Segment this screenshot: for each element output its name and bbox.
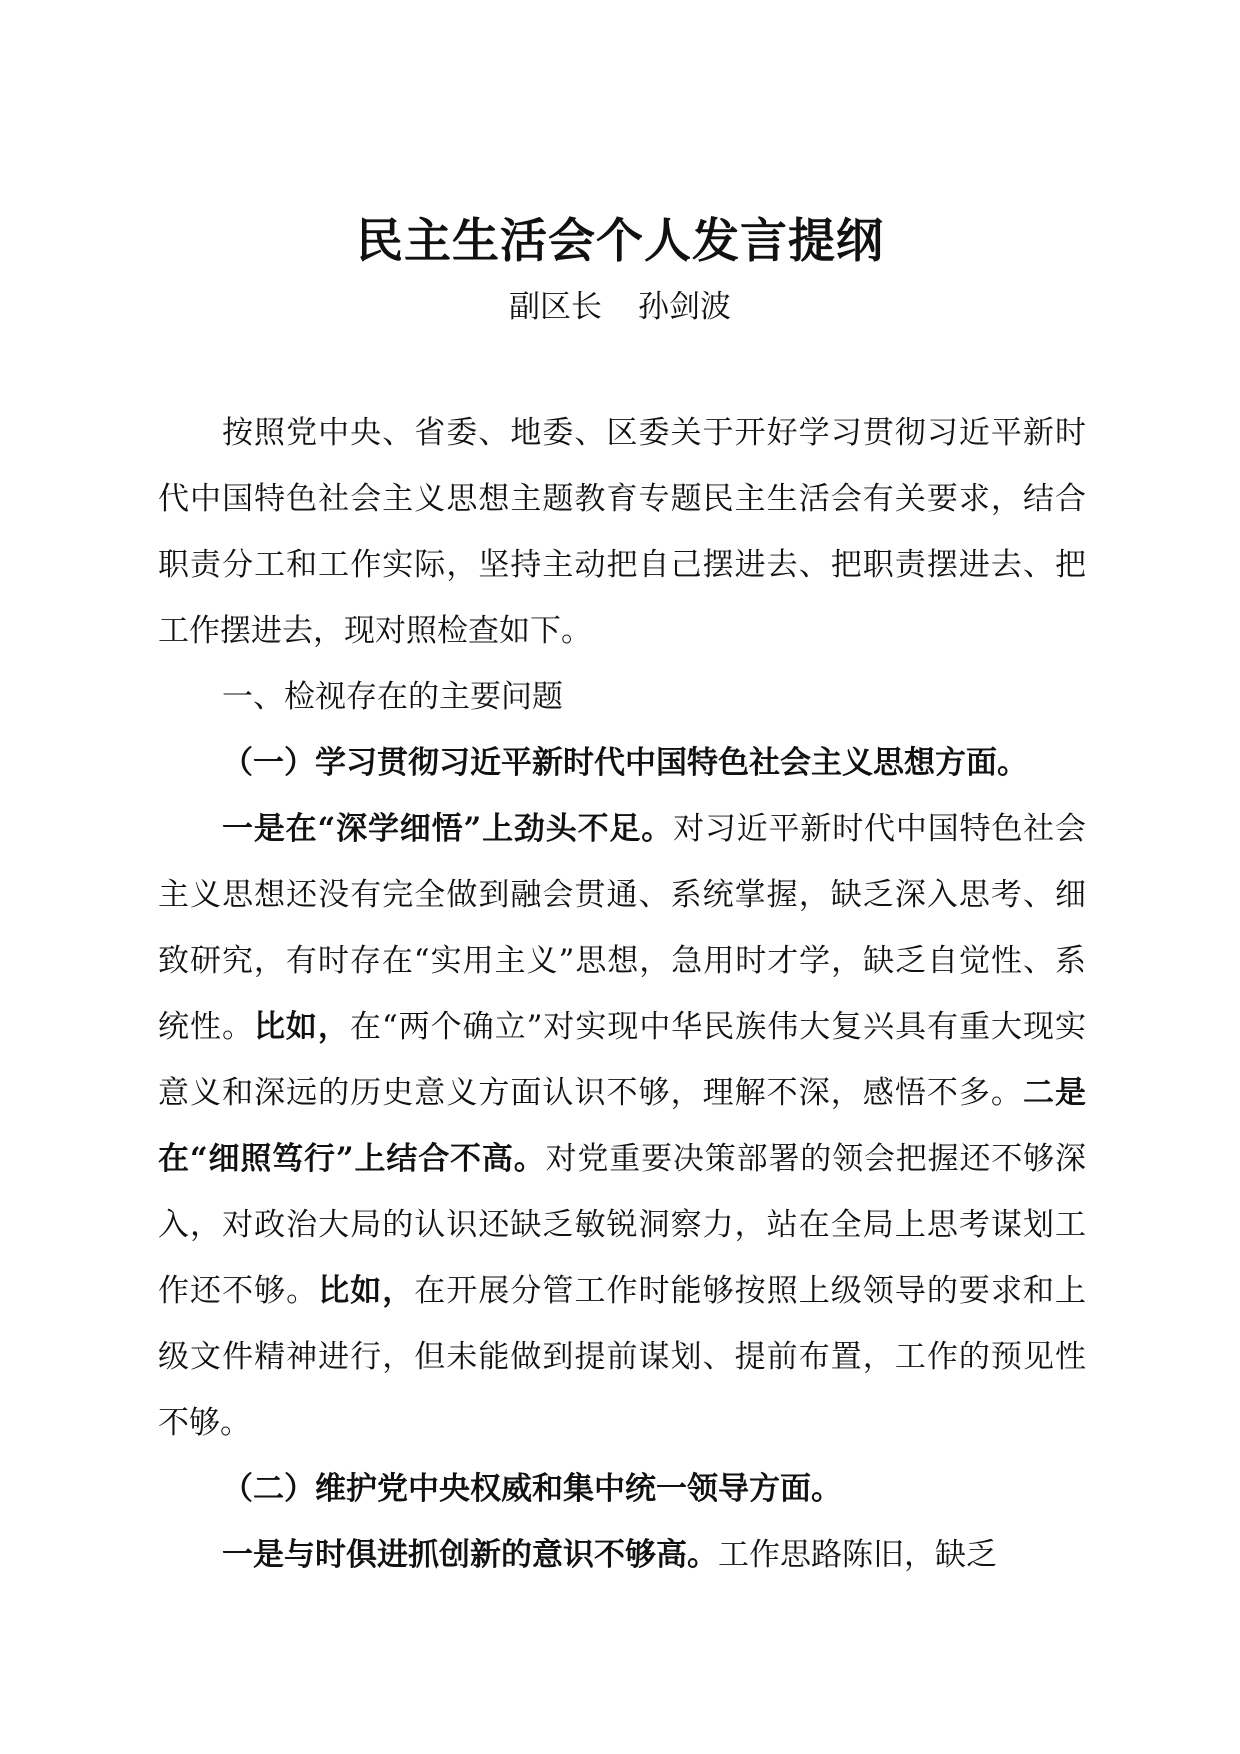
paragraph-text: 对党重要决策部署的领会把握还不够深入，对政治大局的认识还缺乏敏锐洞察力，站在全局上思考谋划工作还不够。 — [158, 1141, 1086, 1309]
paragraph-lead: 二是在“细照笃行”上结合不高。 — [158, 1075, 1087, 1177]
paragraph-text: 工作思路陈旧，缺乏 — [718, 1537, 997, 1573]
document-body — [158, 400, 1086, 1588]
subsection-heading: （一）学习贯彻习近平新时代中国特色社会主义思想方面。 — [222, 745, 1028, 781]
example-label: 比如， — [318, 1273, 415, 1309]
subsection-heading: （二）维护党中央权威和集中统一领导方面。 — [222, 1471, 842, 1507]
paragraph-text: 对习近平新时代中国特色社会主义思想还没有完全做到融会贯通、系统掌握，缺乏深入思考、细致研究，有时存在“实用主义”思想，急用时才学，缺乏自觉性、系统性。 — [158, 811, 1087, 1045]
paragraph-text: 在开展分管工作时能够按照上级领导的要求和上级文件精神进行，但未能做到提前谋划、提前布置，工作的预见性不够。 — [158, 1273, 1087, 1441]
paragraph-lead: 一是与时俱进抓创新的意识不够高。 — [222, 1537, 718, 1573]
author-role: 副区长 — [509, 289, 602, 325]
example-label: 比如， — [253, 1009, 350, 1045]
paragraph-text: 在“两个确立”对实现中华民族伟大复兴具有重大现实意义和深远的历史意义方面认识不够，理解不深，感悟不多。 — [158, 1009, 1087, 1111]
author-byline — [0, 282, 1240, 332]
author-name: 孙剑波 — [638, 289, 731, 325]
intro-paragraph: 按照党中央、省委、地委、区委关于开好学习贯彻习近平新时代中国特色社会主义思想主题教育专题民主生活会有关要求，结合职责分工和工作实际，坚持主动把自己摆进去、把职责摆进去、把工作摆进去，现对照检查如下。 — [158, 415, 1086, 649]
paragraph-lead: 一是在“深学细悟”上劲头不足。 — [222, 811, 674, 847]
problem-paragraph-3 — [158, 1522, 1086, 1588]
problem-paragraph-1 — [158, 796, 1086, 1456]
section-heading: 一、检视存在的主要问题 — [222, 679, 563, 715]
document-title: 民主生活会个人发言提纲 — [356, 214, 884, 269]
